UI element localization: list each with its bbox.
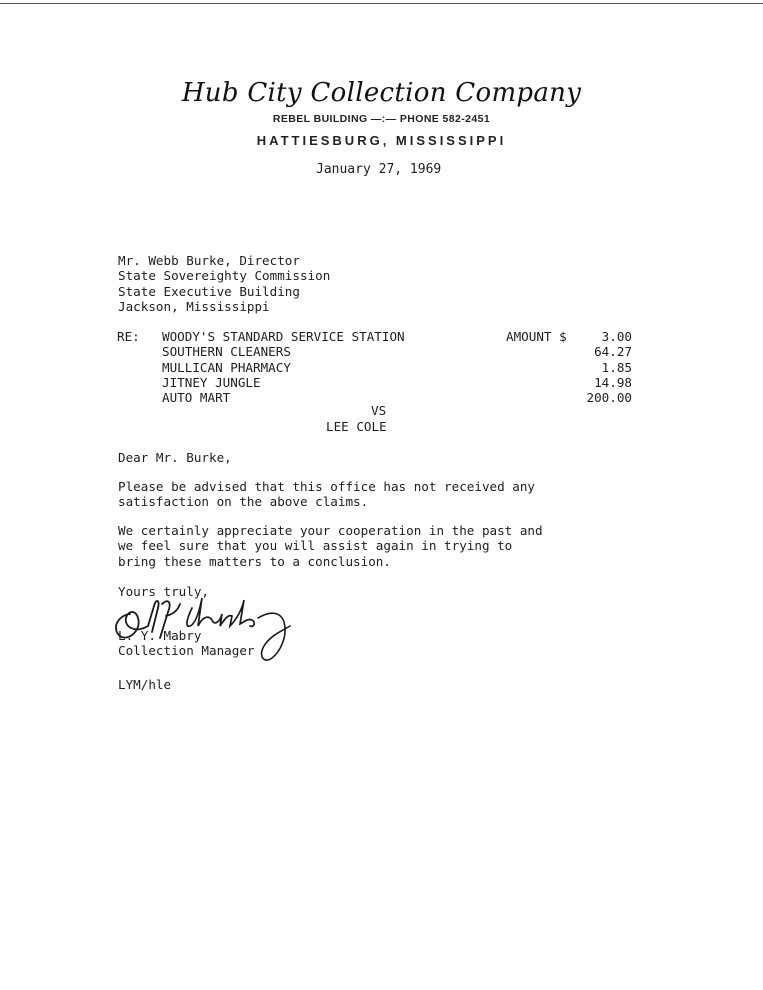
- claim-name: AUTO MART: [162, 390, 231, 406]
- claim-amount: 3.00: [601, 329, 632, 344]
- company-city: HATTIESBURG, MISSISSIPPI: [256, 133, 507, 148]
- body-line: We certainly appreciate your cooperation in the past and: [118, 523, 543, 538]
- body-paragraph-1: [118, 479, 535, 510]
- claim-name: JITNEY JUNGLE: [162, 374, 261, 390]
- closing: Yours truly,: [118, 584, 209, 599]
- versus-label: VS: [371, 403, 387, 418]
- body-line: we feel sure that you will assist again in trying to: [118, 538, 513, 554]
- claim-amount: 64.27: [594, 344, 632, 360]
- letter-date: January 27, 1969: [316, 162, 442, 177]
- signature-block: [118, 628, 254, 659]
- recipient-line: Mr. Webb Burke, Director: [118, 253, 300, 268]
- body-paragraph-2: [118, 523, 543, 569]
- company-name: Hub City Collection Company: [181, 78, 582, 108]
- salutation: Dear Mr. Burke,: [118, 450, 232, 465]
- amount-label: AMOUNT $: [506, 329, 567, 344]
- body-line: bring these matters to a conclusion.: [118, 553, 391, 569]
- company-address: REBEL BUILDING —:— PHONE 582-2451: [272, 113, 491, 125]
- claim-name: WOODY'S STANDARD SERVICE STATION: [162, 329, 405, 344]
- debtor-name: LEE COLE: [326, 419, 387, 434]
- recipient-line: State Sovereighty Commission: [118, 268, 331, 284]
- re-label: RE:: [117, 329, 140, 344]
- body-line: Please be advised that this office has not received any: [118, 479, 536, 494]
- body-line: satisfaction on the above claims.: [118, 494, 369, 510]
- claim-amount: 200.00: [586, 390, 632, 406]
- claim-amount: 1.85: [601, 359, 632, 375]
- top-edge-rule: [0, 3, 763, 4]
- claim-amount: 14.98: [594, 374, 632, 390]
- claim-list: [162, 329, 405, 405]
- recipient-line: Jackson, Mississippi: [118, 298, 270, 314]
- recipient-address: [118, 253, 330, 314]
- reference-initials: LYM/hle: [118, 677, 172, 692]
- claim-name: MULLICAN PHARMACY: [162, 359, 291, 375]
- claim-amounts: [560, 329, 632, 405]
- recipient-line: State Executive Building: [118, 283, 300, 299]
- signer-name: L. Y. Mabry: [118, 628, 202, 643]
- claim-name: SOUTHERN CLEANERS: [162, 344, 291, 360]
- signer-title: Collection Manager: [118, 643, 255, 659]
